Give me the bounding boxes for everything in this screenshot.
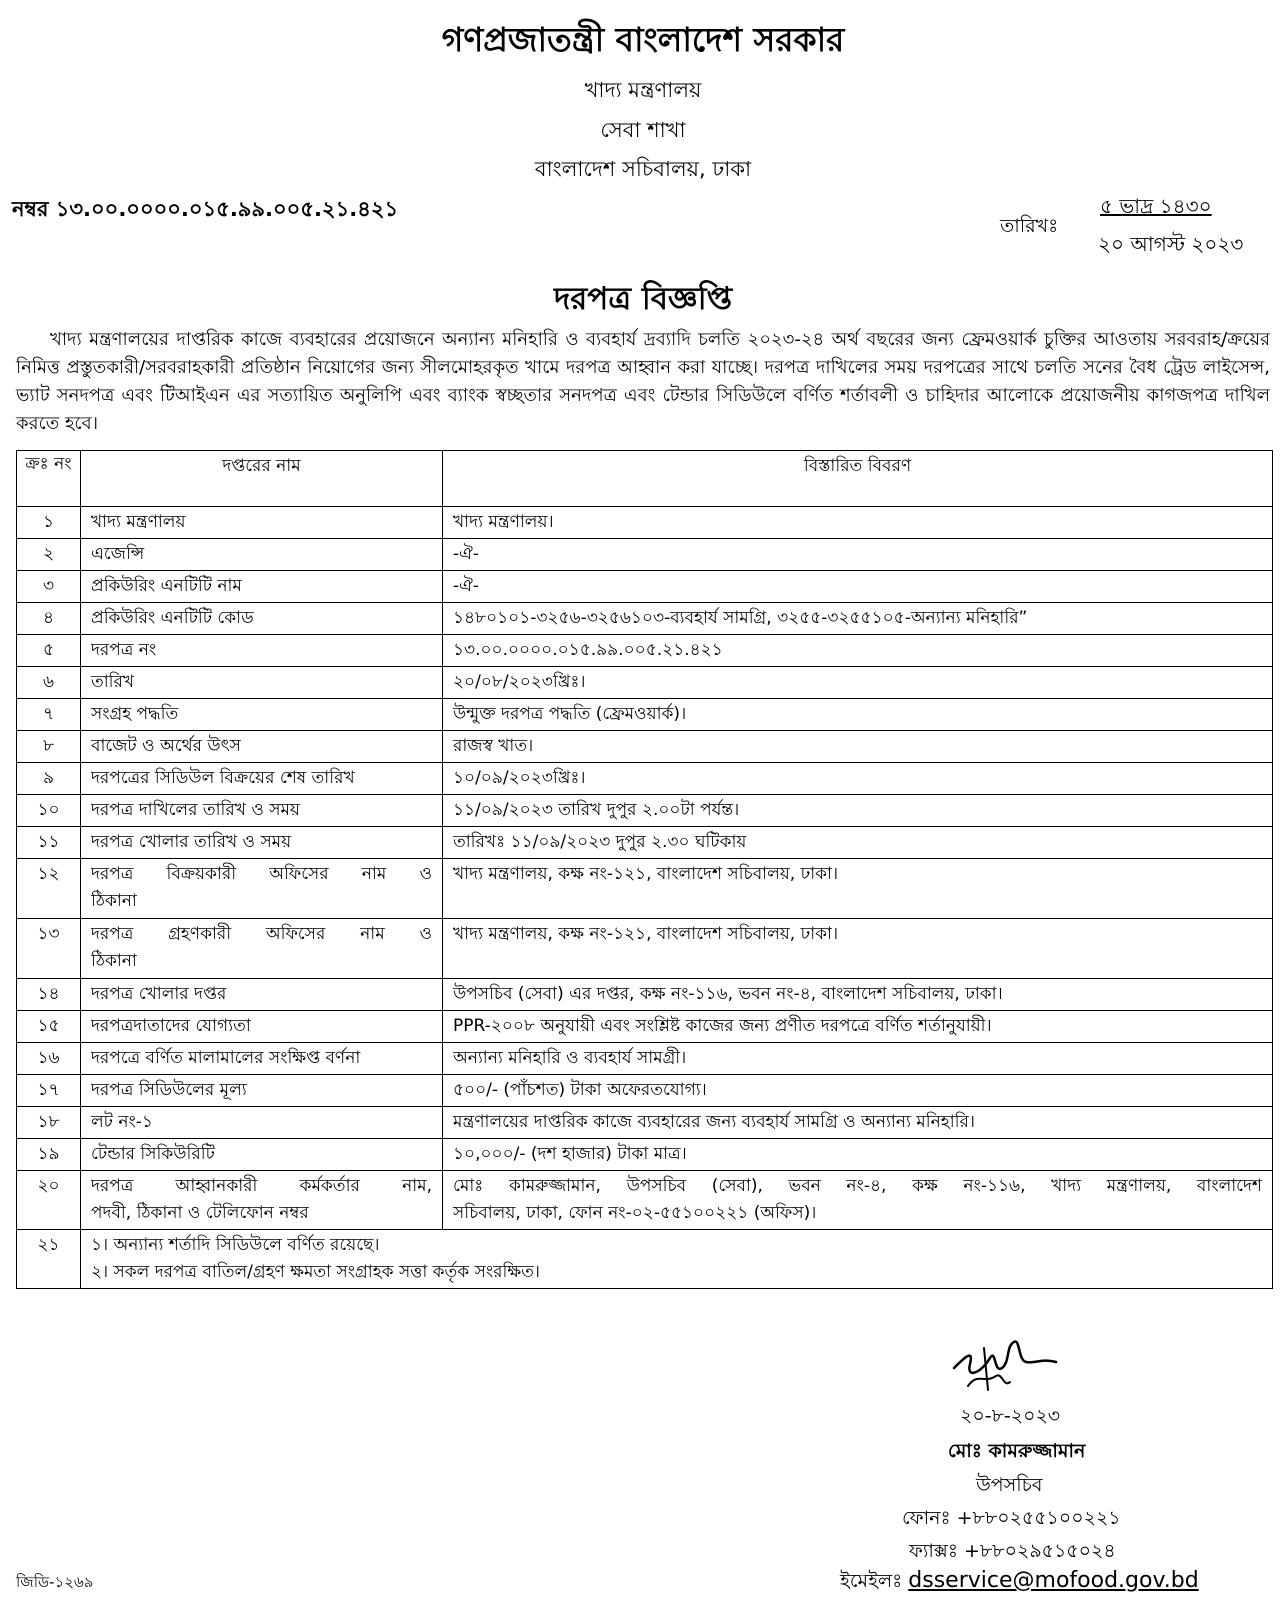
row-detail: মন্ত্রণালয়ের দাপ্তরিক কাজে ব্যবহারের জন্য ব্যবহার্য সামগ্রি ও অন্যান্য মনিহারি। [443,1107,1273,1139]
row-detail: খাদ্য মন্ত্রণালয়, কক্ষ নং-১২১, বাংলাদেশ সচিবালয়, ঢাকা। [443,919,1273,979]
condition-line-1: ১। অন্যান্য শর্তাদি সিডিউলে বর্ণিত রয়েছে। [91,1235,380,1255]
row-serial: ১১ [17,827,81,859]
table-row-conditions [17,1230,1273,1289]
date-label: তারিখঃ [1000,215,1059,237]
row-serial: ৭ [17,699,81,731]
row-serial: ৩ [17,571,81,603]
government-title: গণপ্রজাতন্ত্রী বাংলাদেশ সরকার [441,20,845,59]
date-bangla: ৫ ভাদ্র ১৪৩০ [1100,194,1212,218]
row-serial: ১৯ [17,1139,81,1171]
signatory-email [840,1567,1199,1599]
table-row [17,539,1273,571]
row-office-name: দরপত্র দাখিলের তারিখ ও সময় [81,795,443,827]
signature-image [944,1328,1064,1398]
row-serial: ৪ [17,603,81,635]
row-serial: ৮ [17,731,81,763]
row-office-name: টেন্ডার সিকিউরিটি [81,1139,443,1171]
row-detail: উপসচিব (সেবা) এর দপ্তর, কক্ষ নং-১১৬, ভবন নং-৪, বাংলাদেশ সচিবালয়, ঢাকা। [443,979,1273,1011]
signature-date: ২০-৮-২০২৩ [960,1405,1061,1427]
table-row [17,1171,1273,1230]
row-detail: অন্যান্য মনিহারি ও ব্যবহার্য সামগ্রী। [443,1043,1273,1075]
notice-paragraph: খাদ্য মন্ত্রণালয়ের দাপ্তরিক কাজে ব্যবহারের প্রয়োজনে অন্যান্য মনিহারি ও ব্যবহার্য দ্রব্যাদি চলতি ২০২৩-২৪ অর্থ বছরের জন্য ফ্রেমওয়ার্ক চুক্তির আওতায় সরবরাহ/ক্রয়ের নিমিত্ত প্রস্তুতকারী/সরবরাহকারী প্রতিষ্ঠান নিয়োগের জন্য সীলমোহরকৃত খামে দরপত্র আহ্বান করা যাচ্ছে। দরপত্র দাখিলের সময় দরপত্রের সাথে চলতি সনের বৈধ ট্রেড লাইসেন্স, ভ্যাট সনদপত্র এবং টিআইএন এর সত্যায়িত অনুলিপি এবং ব্যাংক স্বচ্ছতার সনদপত্র এবং টেন্ডার সিডিউলে বর্ণিত শর্তাবলী ও চাহিদার আলোকে প্রয়োজনীয় কাগজপত্র দাখিল করতে হবে। [16,329,1270,434]
signatory-name: মোঃ কামরুজ্জামান [948,1440,1086,1462]
row-detail: ৫০০/- (পাঁচশত) টাকা অফেরতযোগ্য। [443,1075,1273,1107]
row-detail: PPR-২০০৮ অনুযায়ী এবং সংশ্লিষ্ট কাজের জন্য প্রণীত দরপত্রে বর্ণিত শর্তানুযায়ী। [443,1011,1273,1043]
row-office-name: এজেন্সি [81,539,443,571]
ministry-name: খাদ্য মন্ত্রণালয় [584,78,702,102]
row-serial: ১৩ [17,919,81,979]
row-detail: ১১/০৯/২০২৩ তারিখ দুপুর ২.০০টা পর্যন্ত। [443,795,1273,827]
row-office-name: তারিখ [81,667,443,699]
row-serial: ৫ [17,635,81,667]
header-details: বিস্তারিত বিবরণ [443,451,1273,507]
row-serial: ২ [17,539,81,571]
table-header-row [17,451,1273,507]
signatory-designation: উপসচিব [976,1474,1043,1496]
table-row [17,1139,1273,1171]
row-detail: খাদ্য মন্ত্রণালয়, কক্ষ নং-১২১, বাংলাদেশ সচিবালয়, ঢাকা। [443,859,1273,919]
row-serial: ১২ [17,859,81,919]
table-row [17,1011,1273,1043]
table-row [17,603,1273,635]
row-office-name: দরপত্রে বর্ণিত মালামালের সংক্ষিপ্ত বর্ণনা [81,1043,443,1075]
row-office-name-line2: ঠিকানা [91,891,137,911]
row-detail-line1: মোঃ কামরুজ্জামান, উপসচিব (সেবা), ভবন নং-৪, কক্ষ নং-১১৬, খাদ্য মন্ত্রণালয়, বাংলাদেশ [453,1176,1262,1196]
table-row [17,699,1273,731]
row-office-name [81,859,443,919]
row-office-name-line1: দরপত্র গ্রহণকারী অফিসের নাম ও [91,924,432,944]
header-serial: ক্রঃ নং [17,451,81,507]
date-english: ২০ আগস্ট ২০২৩ [1098,232,1244,256]
office-address: বাংলাদেশ সচিবালয়, ঢাকা [534,157,752,181]
row-office-name-line1: দরপত্র বিক্রয়কারী অফিসের নাম ও [91,864,432,884]
row-detail: তারিখঃ ১১/০৯/২০২৩ দুপুর ২.৩০ ঘটিকায় [443,827,1273,859]
row-serial: ১৪ [17,979,81,1011]
row-office-name [81,1171,443,1230]
row-office-name [81,919,443,979]
signatory-phone: ফোনঃ +৮৮০২৫৫১০০২২১ [902,1507,1121,1529]
row-detail: রাজস্ব খাত। [443,731,1273,763]
condition-line-2: ২। সকল দরপত্র বাতিল/গ্রহণ ক্ষমতা সংগ্রাহক সত্তা কর্তৃক সংরক্ষিত। [91,1262,540,1282]
row-serial: ১৭ [17,1075,81,1107]
row-office-name: দরপত্রের সিডিউল বিক্রয়ের শেষ তারিখ [81,763,443,795]
row-serial: ২১ [17,1230,81,1289]
row-office-name: প্রকিউরিং এনটিটি নাম [81,571,443,603]
row-office-name: দরপত্র নং [81,635,443,667]
row-serial: ১৫ [17,1011,81,1043]
row-office-name: দরপত্রদাতাদের যোগ্যতা [81,1011,443,1043]
row-serial: ১ [17,507,81,539]
table-row [17,827,1273,859]
section-name: সেবা শাখা [600,118,686,142]
row-office-name-line2: ঠিকানা [91,951,137,971]
row-office-name: সংগ্রহ পদ্ধতি [81,699,443,731]
row-detail: -ঐ- [443,539,1273,571]
row-detail [443,1171,1273,1230]
table-row [17,1075,1273,1107]
row-office-name-line2: পদবী, ঠিকানা ও টেলিফোন নম্বর [91,1203,309,1223]
table-row [17,667,1273,699]
row-serial: ১৬ [17,1043,81,1075]
header-office-name: দপ্তরের নাম [81,451,443,507]
row-office-name: দরপত্র সিডিউলের মূল্য [81,1075,443,1107]
table-row [17,859,1273,919]
row-office-name: লট নং-১ [81,1107,443,1139]
row-detail: ১০/০৯/২০২৩খ্রিঃ। [443,763,1273,795]
row-detail: ১৪৮০১০১-৩২৫৬-৩২৫৬১০৩-ব্যবহার্য সামগ্রি, ৩২৫৫-৩২৫৫১০৫-অন্যান্য মনিহারি” [443,603,1273,635]
table-row [17,795,1273,827]
row-detail: উন্মুক্ত দরপত্র পদ্ধতি (ফ্রেমওয়ার্ক)। [443,699,1273,731]
row-office-name: দরপত্র খোলার তারিখ ও সময় [81,827,443,859]
row-serial: ৬ [17,667,81,699]
row-serial: ১৮ [17,1107,81,1139]
row-serial: ৯ [17,763,81,795]
row-detail: -ঐ- [443,571,1273,603]
row-serial: ১০ [17,795,81,827]
row-detail: ১৩.০০.০০০০.০১৫.৯৯.০০৫.২১.৪২১ [443,635,1273,667]
conditions-cell [81,1230,1273,1289]
signatory-fax: ফ্যাক্সঃ +৮৮০২৯৫১৫০২৪ [909,1540,1116,1562]
email-link[interactable]: dsservice@mofood.gov.bd [908,1568,1199,1593]
row-office-name: দরপত্র খোলার দপ্তর [81,979,443,1011]
row-detail: ২০/০৮/২০২৩খ্রিঃ। [443,667,1273,699]
row-office-name: খাদ্য মন্ত্রণালয় [81,507,443,539]
row-detail: ১০,০০০/- (দশ হাজার) টাকা মাত্র। [443,1139,1273,1171]
table-row [17,635,1273,667]
footer-code: জিডি-১২৬৯ [16,1573,94,1591]
row-office-name: প্রকিউরিং এনটিটি কোড [81,603,443,635]
table-row [17,919,1273,979]
table-row [17,763,1273,795]
table-row [17,1043,1273,1075]
row-office-name-line1: দরপত্র আহ্বানকারী কর্মকর্তার নাম, [91,1176,432,1196]
row-detail-line2: সচিবালয়, ঢাকা, ফোন নং-০২-৫৫১০০২২১ (অফিস)। [453,1203,817,1223]
notice-title: দরপত্র বিজ্ঞপ্তি [553,281,733,317]
row-serial: ২০ [17,1171,81,1230]
row-detail: খাদ্য মন্ত্রণালয়। [443,507,1273,539]
table-row [17,1107,1273,1139]
tender-details-table [16,450,1273,1289]
memo-number: নম্বর ১৩.০০.০০০০.০১৫.৯৯.০০৫.২১.৪২১ [12,197,399,221]
table-row [17,571,1273,603]
table-row [17,731,1273,763]
table-row [17,507,1273,539]
table-row [17,979,1273,1011]
row-office-name: বাজেট ও অর্থের উৎস [81,731,443,763]
email-label: ইমেইলঃ [840,1570,903,1592]
